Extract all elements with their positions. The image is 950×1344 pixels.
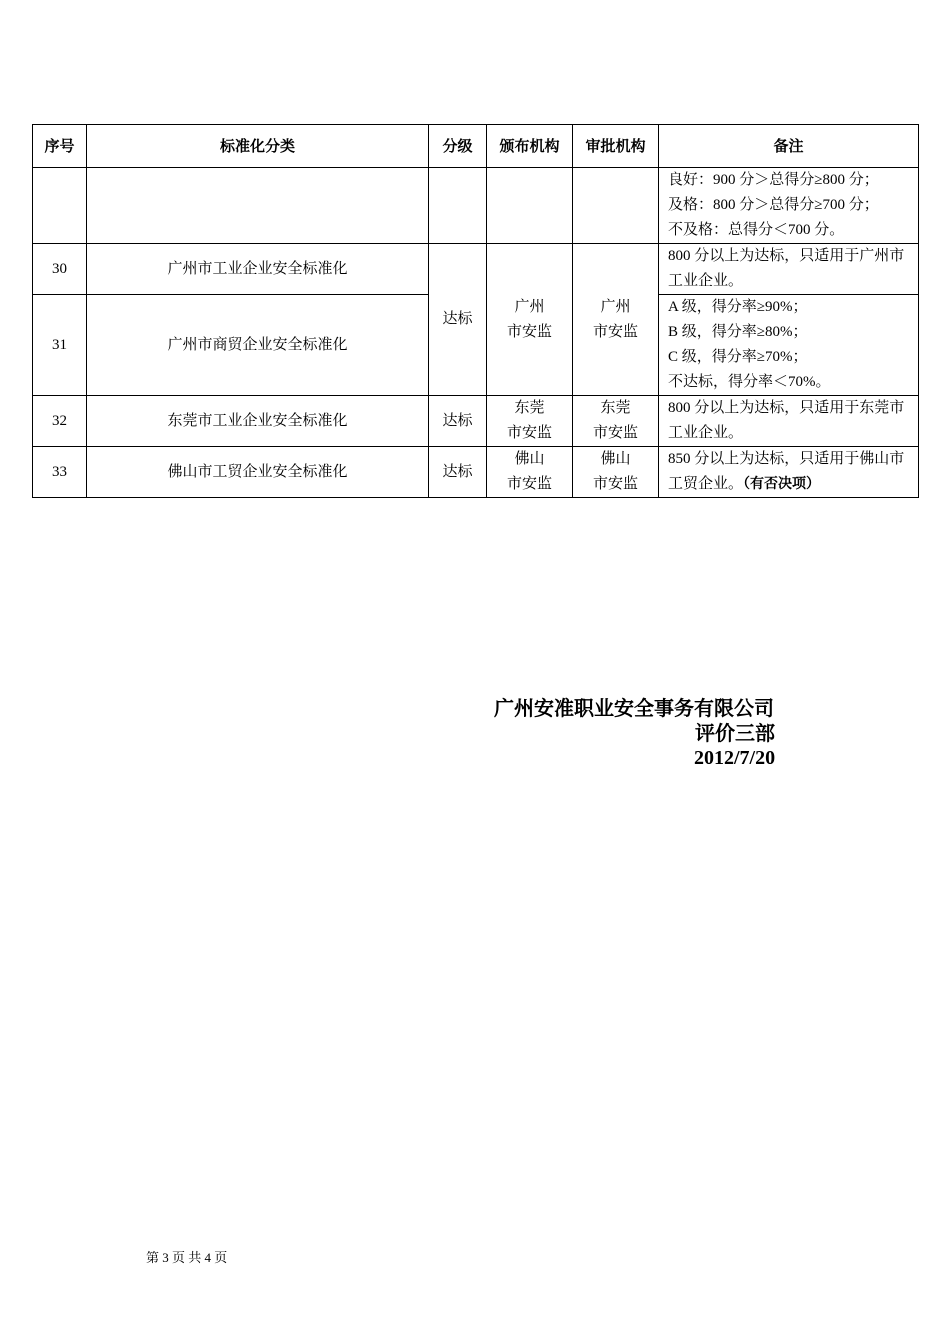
signature-date: 2012/7/20 [694,747,776,769]
row-no: 33 [33,447,87,498]
remark-cell: 良好：900 分＞总得分≥800 分； 及格：800 分＞总得分≥700 分； 不及格：总得分＜700 分。 [659,168,919,244]
row-no: 31 [33,295,87,396]
header-no: 序号 [33,125,87,168]
row-level: 达标 [429,447,487,498]
signature-company: 广州安准职业安全事务有限公司 [494,696,774,720]
table-row [33,396,919,447]
row-issuer: 广州 市安监 [487,244,573,396]
row-level: 达标 [429,244,487,396]
row-category: 佛山市工贸企业安全标准化 [87,447,429,498]
remark-cell: 800 分以上为达标，只适用于广州市工业企业。 [659,244,919,295]
row-category: 广州市商贸企业安全标准化 [87,295,429,396]
table-row [33,168,919,244]
header-category: 标准化分类 [87,125,429,168]
header-remark: 备注 [659,125,919,168]
remark-cell: 850 分以上为达标，只适用于佛山市工贸企业。（有否决项） [659,447,919,498]
row-no: 30 [33,244,87,295]
row-issuer: 佛山 市安监 [487,447,573,498]
row-no: 32 [33,396,87,447]
veto-note: （有否决项） [743,476,821,492]
table-row [33,447,919,498]
row-approver: 佛山 市安监 [573,447,659,498]
signature-department: 评价三部 [695,721,775,745]
row-level: 达标 [429,396,487,447]
row-approver: 广州 市安监 [573,244,659,396]
row-issuer: 东莞 市安监 [487,396,573,447]
header-approver: 审批机构 [573,125,659,168]
header-issuer: 颁布机构 [487,125,573,168]
table-header-row [33,125,919,168]
row-category: 东莞市工业企业安全标准化 [87,396,429,447]
remark-cell: 800 分以上为达标，只适用于东莞市工业企业。 [659,396,919,447]
header-level: 分级 [429,125,487,168]
page-footer: 第 3 页 共 4 页 [146,1250,228,1265]
table-row [33,244,919,295]
row-category: 广州市工业企业安全标准化 [87,244,429,295]
remark-cell: A 级，得分率≥90%； B 级，得分率≥80%； C 级，得分率≥70%； 不达标，得分率＜70%。 [659,295,919,396]
standards-table [32,124,919,498]
row-approver: 东莞 市安监 [573,396,659,447]
